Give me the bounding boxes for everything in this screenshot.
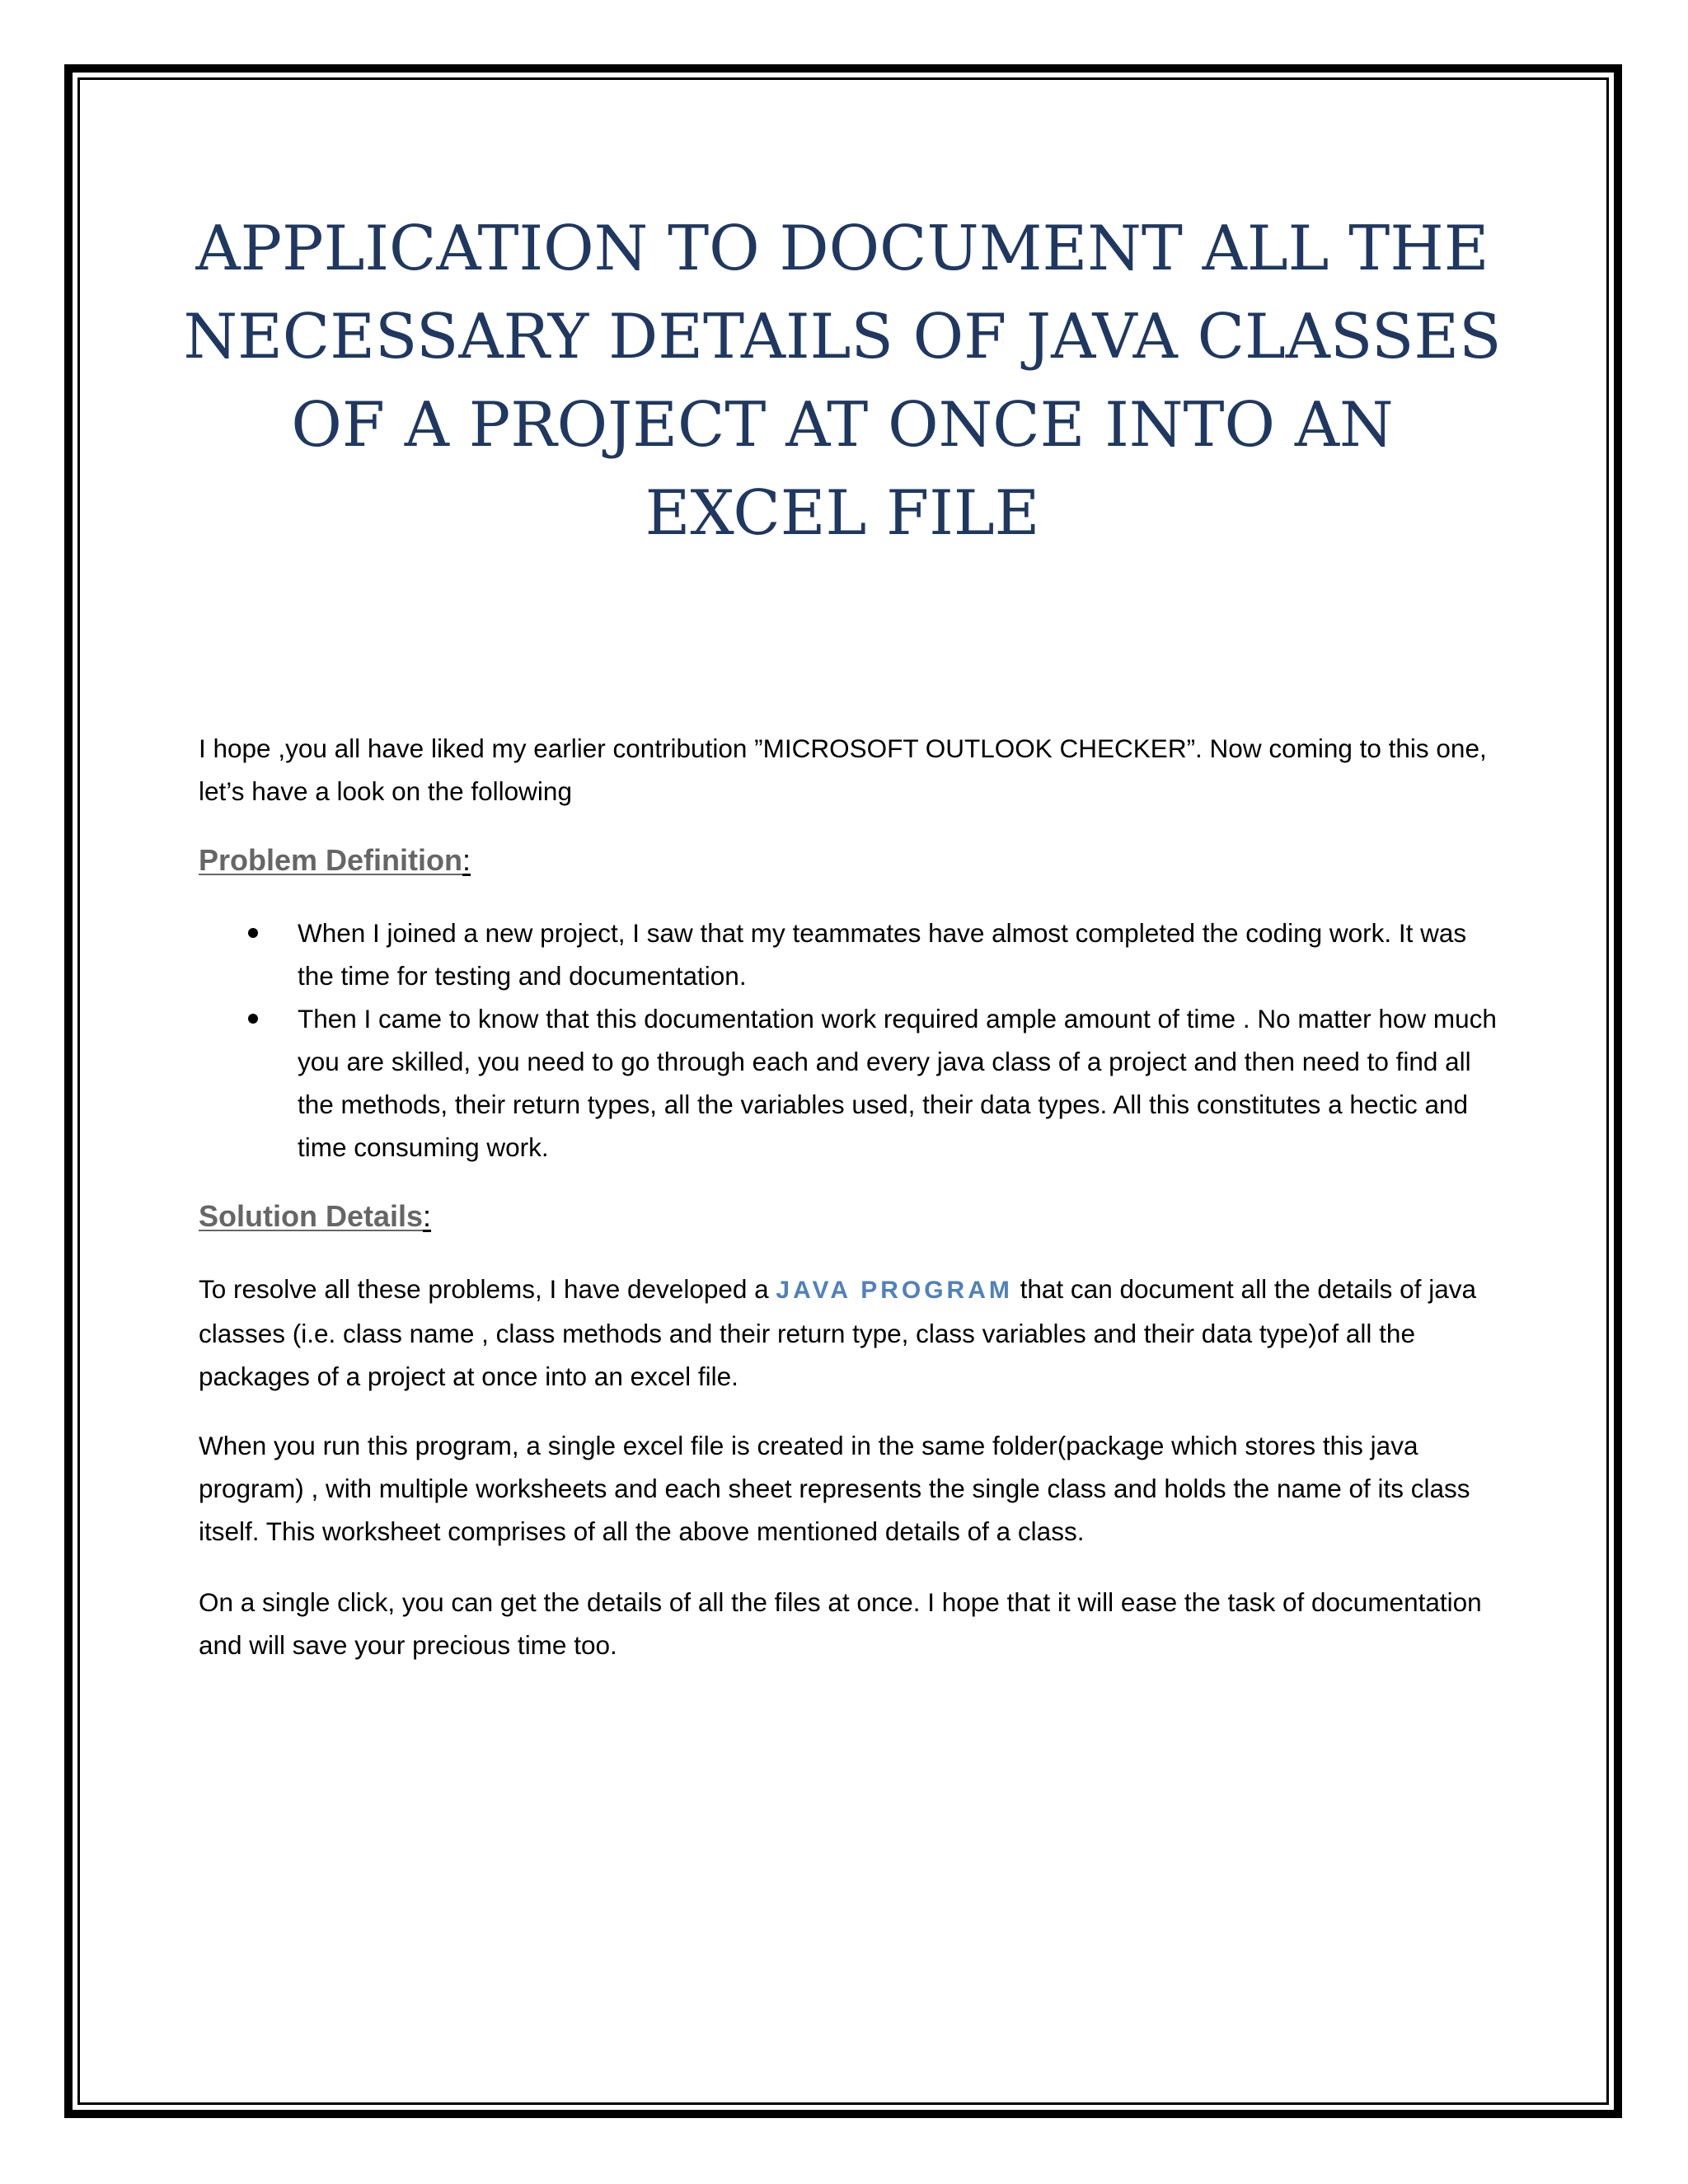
solution-details-heading <box>199 1198 431 1235</box>
problem-heading-colon: : <box>462 843 471 877</box>
bullet-text: Then I came to know that this documentation work required ample amount of time . No matter how much you are skilled, you need to go through each and every java class of a project and then need to find all the methods, their return types, all the variables used, their data types. All this constitutes a hectic and time consuming work. <box>298 1004 1497 1162</box>
intro-paragraph: I hope ,you all have liked my earlier contribution ”MICROSOFT OUTLOOK CHECKER”. Now coming to this one, let’s have a look on the following <box>199 733 1487 806</box>
problem-definition-heading <box>199 842 471 879</box>
solution-heading-text: Solution Details <box>199 1199 424 1233</box>
solution-heading-colon: : <box>423 1199 432 1233</box>
problem-bullet-list <box>199 912 1501 1169</box>
list-item <box>199 997 1501 1169</box>
java-program-highlight: JAVA PROGRAM <box>776 1277 1013 1304</box>
bullet-icon <box>248 1014 258 1024</box>
document-title: APPLICATION TO DOCUMENT ALL THE NECESSARY DETAILS OF JAVA CLASSES OF A PROJECT AT ONCE INTO AN EXCEL FILE <box>183 212 1502 549</box>
bullet-icon <box>248 928 258 938</box>
solution-paragraph-3: On a single click, you can get the details of all the files at once. I hope that it will ease the task of documentation and will save your precious time too. <box>199 1587 1482 1660</box>
problem-heading-text: Problem Definition <box>199 843 463 877</box>
solution-paragraph-2: When you run this program, a single excel file is created in the same folder(package which stores this java program) , with multiple worksheets and each sheet represents the single class and holds the name of its class itself. This worksheet comprises of all the above mentioned details of a class. <box>199 1431 1470 1546</box>
solution-paragraph-1 <box>199 1268 1501 1398</box>
solution-p1-before: To resolve all these problems, I have developed a <box>199 1274 776 1304</box>
bullet-text: When I joined a new project, I saw that my teammates have almost completed the coding work. It was the time for testing and documentation. <box>298 918 1467 991</box>
list-item <box>199 912 1501 997</box>
solution-p1-after: that can document all the details of java classes (i.e. class name , class methods and their return type, class variables and their data type)of all the packages of a project at once into an excel file. <box>199 1274 1476 1391</box>
